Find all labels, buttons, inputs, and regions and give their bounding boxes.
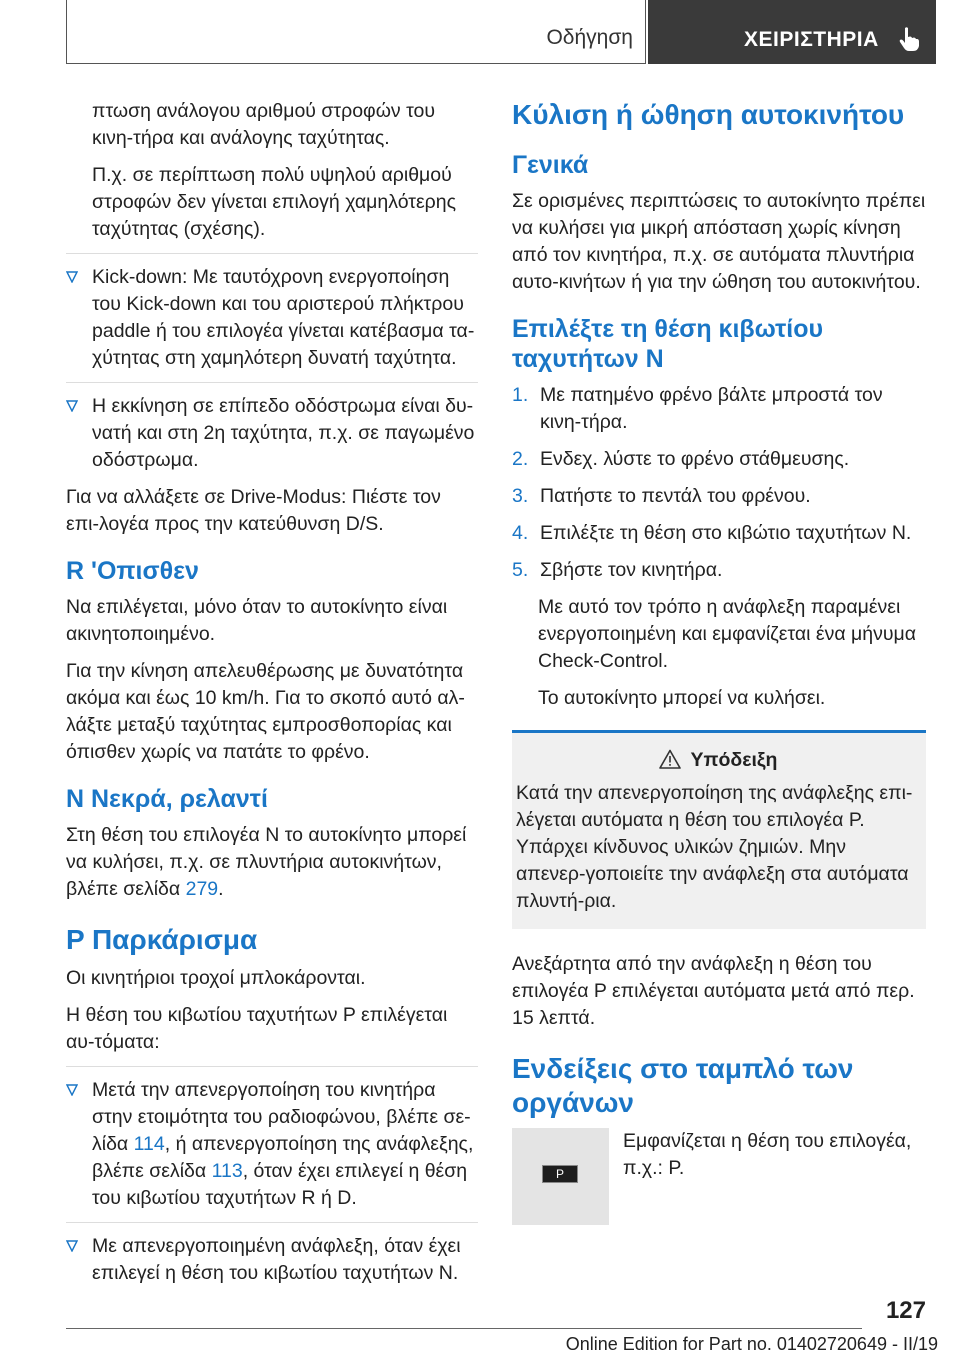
divider: [66, 1222, 478, 1223]
heading-park: P Παρκάρισμα: [66, 924, 258, 955]
instrument-display-image: [512, 1128, 609, 1225]
step-number: 1.: [512, 384, 529, 406]
step-number: 4.: [512, 522, 529, 544]
list-item: [512, 557, 926, 584]
continued-text-2: Π.χ. σε περίπτωση πολύ υψηλού αριθμού στροφών δεν γίνεται επιλογή χαμηλότερης ταχύτητας (σχέσης).: [92, 164, 457, 240]
list-item: [512, 520, 926, 547]
triangle-bullet-icon: [66, 271, 78, 283]
park-text-1: Οι κινητήριοι τροχοί μπλοκάρονται.: [66, 967, 366, 989]
heading-select-n: Επιλέξτε τη θέση κιβωτίου ταχυτήτων N: [512, 315, 824, 373]
section-title: ΧΕΙΡΙΣΤΗΡΙΑ: [744, 28, 879, 51]
right-column: [512, 98, 926, 1225]
continued-text-1: πτωση ανάλογου αριθμού στροφών του κινη-τήρα και ανάλογης ταχύτητας.: [92, 100, 436, 149]
heading-rolling: Κύλιση ή ώθηση αυτοκινήτου: [512, 99, 905, 130]
notice-title: Υπόδειξη: [690, 749, 778, 771]
notice-text: Κατά την απενεργοποίηση της ανάφλεξης επι-λέγεται αυτόματα η θέση του επιλογέα P. Υπάρχει κίνδυνος υλικών ζημιών. Μην απενερ-γοποιείτε την ανάφλεξη στα αυτόματα πλυντή-ρια.: [516, 782, 913, 912]
heading-neutral: N Νεκρά, ρελαντί: [66, 785, 268, 813]
divider: [66, 382, 478, 383]
step-number: 3.: [512, 485, 529, 507]
page-link-279[interactable]: 279: [185, 878, 219, 900]
display-row: [512, 1128, 926, 1225]
bullet-text-a: Μετά την απενεργοποίηση του κινητήρα στην ετοιμότητα του ραδιοφώνου, βλέπε σε-λίδα: [92, 1079, 471, 1155]
triangle-bullet-icon: [66, 1084, 78, 1096]
bullet-item: [66, 1233, 478, 1287]
general-text: Σε ορισμένες περιπτώσεις το αυτοκίνητο πρέπει να κυλήσει για μικρή απόσταση χωρίς κίνηση από τον κινητήρα, π.χ. σε αυτόματα πλυντήρια αυτο-κινήτων ή για την ώθηση του αυτοκινήτου.: [512, 190, 926, 293]
display-screen: P: [542, 1165, 578, 1183]
neutral-text-end: .: [218, 878, 224, 900]
reverse-text-1: Να επιλέγεται, μόνο όταν το αυτοκίνητο είναι ακινητοποιημένο.: [66, 596, 448, 645]
neutral-text: [66, 822, 478, 903]
list-item: [512, 483, 926, 510]
step5-text-1: Με αυτό τον τρόπο η ανάφλεξη παραμένει ενεργοποιημένη και εμφανίζεται ένα μήνυμα Check-Control.: [538, 596, 917, 672]
list-item: [512, 446, 926, 473]
step-text: Ενδεχ. λύστε το φρένο στάθμευσης.: [540, 448, 850, 470]
neutral-text-body: Στη θέση του επιλογέα N το αυτοκίνητο μπορεί να κυλήσει, π.χ. σε πλυντήρια αυτοκινήτων, βλέπε σελίδα: [66, 824, 467, 900]
bullet-text-c: , όταν έχει επιλεγεί η θέση του κιβωτίου ταχυτήτων R ή D.: [92, 1160, 468, 1209]
heading-general: Γενικά: [512, 151, 589, 179]
divider: [66, 253, 478, 254]
steps-list: [512, 382, 926, 584]
drive-modus-text: Για να αλλάξετε σε Drive-Modus: Πιέστε τον επι-λογέα προς την κατεύθυνση D/S.: [66, 486, 441, 535]
step-number: 5.: [512, 559, 529, 581]
page-link-113[interactable]: 113: [211, 1160, 243, 1182]
triangle-bullet-icon: [66, 400, 78, 412]
bullet-item: [66, 264, 478, 372]
hand-pointer-icon: [898, 26, 920, 52]
page-link-114[interactable]: 114: [133, 1133, 165, 1155]
step-text: Πατήστε το πεντάλ του φρένου.: [540, 485, 811, 507]
header-chapter-box: [66, 0, 646, 64]
bullet-text: Με απενεργοποιημένη ανάφλεξη, όταν έχει επιλεγεί η θέση του κιβωτίου ταχυτήτων N.: [92, 1235, 461, 1284]
notice-header: [516, 747, 920, 774]
step-text: Σβήστε τον κινητήρα.: [540, 559, 723, 581]
bullet-text-b: , ή απενεργοποίηση της ανάφλεξης, βλέπε σελίδα: [92, 1133, 474, 1182]
notice-box: [512, 730, 926, 929]
bullet-text: Η εκκίνηση σε επίπεδο οδόστρωμα είναι δυ-νατή και στη 2η ταχύτητα, π.χ. σε παγωμένο οδόστρωμα.: [92, 395, 475, 471]
step-text: Επιλέξτε τη θέση στο κιβώτιο ταχυτήτων N.: [540, 522, 912, 544]
warning-triangle-icon: [659, 749, 681, 769]
header-section-box: [648, 0, 936, 64]
triangle-bullet-icon: [66, 1240, 78, 1252]
left-column: [66, 98, 478, 1297]
bullet-item: [66, 393, 478, 474]
chapter-title: Οδήγηση: [546, 26, 633, 49]
divider: [66, 1066, 478, 1067]
page-number: 127: [885, 1297, 926, 1324]
footer-divider: [66, 1328, 862, 1329]
park-text-2: Η θέση του κιβωτίου ταχυτήτων P επιλέγεται αυ-τόματα:: [66, 1004, 448, 1053]
heading-indicators: Ενδείξεις στο ταμπλό των οργάνων: [512, 1053, 854, 1118]
step-text: Με πατημένο φρένο βάλτε μπροστά τον κινη-τήρα.: [540, 384, 883, 433]
display-text: Εμφανίζεται η θέση του επιλογέα, π.χ.: P.: [623, 1130, 912, 1179]
reverse-text-2: Για την κίνηση απελευθέρωσης με δυνατότητα ακόμα και έως 10 km/h. Για το σκοπό αυτό αλ-λάξτε μεταξύ ταχύτητας εμπροσθοπορίας και όπισθεν χωρίς να πατάτε το φρένο.: [66, 660, 465, 763]
list-item: [512, 382, 926, 436]
footer-edition: Online Edition for Part no. 01402720649 - II/19: [565, 1334, 938, 1354]
step5-text-2: Το αυτοκίνητο μπορεί να κυλήσει.: [538, 687, 826, 709]
bullet-text: Kick-down: Με ταυτόχρονη ενεργοποίηση του Kick-down και του αριστερού πλήκτρου paddle ή του επιλογέα γίνεται κατέβασμα τα-χύτητας στη χαμηλότερη δυνατή ταχύτητα.: [92, 266, 475, 369]
step-number: 2.: [512, 448, 529, 470]
after-notice-text: Ανεξάρτητα από την ανάφλεξη η θέση του επιλογέα P επιλέγεται αυτόματα μετά από περ. 15 λεπτά.: [512, 953, 915, 1029]
heading-reverse: R 'Οπισθεν: [66, 557, 199, 585]
bullet-item: [66, 1077, 478, 1212]
